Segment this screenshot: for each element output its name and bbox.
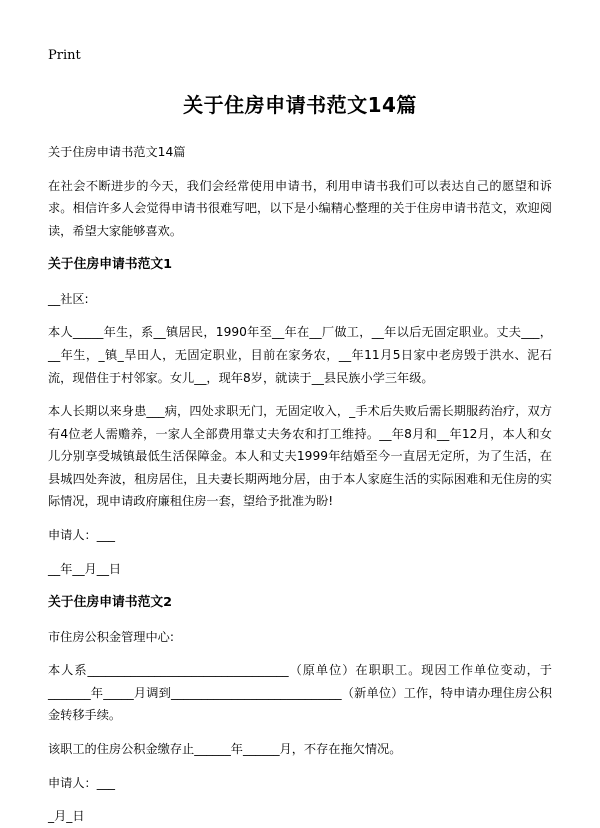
print-link[interactable]: Print bbox=[48, 48, 81, 63]
intro-paragraph: 在社会不断进步的今天，我们会经常使用申请书，利用申请书我们可以表达自己的愿望和诉求。相信许多人会觉得申请书很难写吧，以下是小编精心整理的关于住房申请书范文，欢迎阅读，希望大家能够喜欢。 bbox=[48, 178, 552, 238]
section-2-signature: 申请人：___ bbox=[48, 775, 116, 790]
section-heading-1: 关于住房申请书范文1 bbox=[48, 257, 173, 273]
section-2-date: _月_日 bbox=[48, 809, 85, 824]
section-1-date: __年__月__日 bbox=[48, 561, 122, 576]
section-1-paragraph-1: __社区: bbox=[48, 291, 89, 306]
section-1-paragraph-2: 本人_____年生，系__镇居民，1990年至__年在__厂做工，__年以后无固定职业。丈夫___，__年生，_镇_旱田人，无固定职业，目前在家务农，__年11月5日家中老房毁于洪水、泥石流，现借住于村邻家。女儿__，现年8岁，就读于__县民族小学三年级。 bbox=[48, 325, 552, 385]
document-body bbox=[48, 141, 552, 828]
section-1-paragraph-3: 本人长期以来身患___病，四处求职无门，无固定收入，_手术后失败后需长期服药治疗，双方有4位老人需赡养，一家人全部费用靠丈夫务农和打工维持。__年8月和__年12月，本人和女儿分别享受城镇最低生活保障金。本人和丈夫1999年结婚至今一直居无定所，为了生活，在县城四处奔波，租房居住，且夫妻长期两地分居，由于本人家庭生活的实际困难和无住房的实际情况，现申请政府廉租住房一套，望给予批准为盼! bbox=[48, 404, 552, 509]
section-2-paragraph-2: 本人系_________________________________（原单位）在职职工。现因工作单位变动，于_______年_____月调到____________________________（新单位）工作，特申请办理住房公积金转移手续。 bbox=[48, 663, 552, 723]
document-subtitle: 关于住房申请书范文14篇 bbox=[48, 145, 186, 159]
section-2-paragraph-3: 该职工的住房公积金缴存止______年______月，不存在拖欠情况。 bbox=[48, 742, 402, 757]
page-title: 关于住房申请书范文14篇 bbox=[183, 93, 417, 117]
section-2-paragraph-1: 市住房公积金管理中心: bbox=[48, 629, 174, 644]
section-heading-2: 关于住房申请书范文2 bbox=[48, 595, 173, 611]
section-1-signature: 申请人：___ bbox=[48, 527, 116, 542]
